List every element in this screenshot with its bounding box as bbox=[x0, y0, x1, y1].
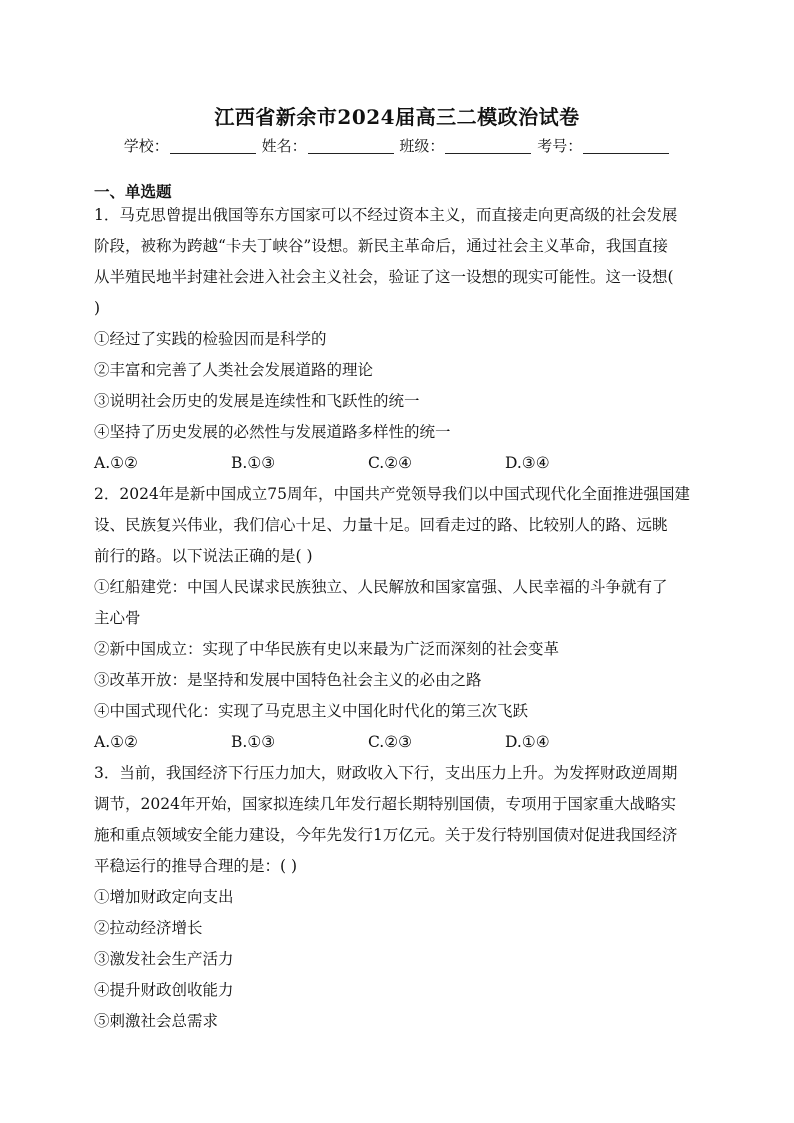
statement-item: ①红船建党：中国人民谋求民族独立、人民解放和国家富强、人民幸福的斗争就有了 bbox=[94, 578, 668, 596]
questions bbox=[94, 200, 704, 1037]
question-text-line: ) bbox=[94, 299, 101, 317]
statement-item: ④中国式现代化：实现了马克思主义中国化时代化的第三次飞跃 bbox=[94, 702, 529, 720]
question-3 bbox=[94, 758, 704, 1037]
number-blank[interactable] bbox=[583, 139, 669, 154]
statement-item: ②新中国成立：实现了中华民族有史以来最为广泛而深刻的社会变革 bbox=[94, 640, 560, 658]
question-text-line: 平稳运行的推导合理的是：( ) bbox=[94, 857, 298, 875]
statement-item: ④坚持了历史发展的必然性与发展道路多样性的统一 bbox=[94, 423, 451, 441]
option-b[interactable]: B.①③ bbox=[231, 733, 276, 751]
option-c[interactable]: C.②③ bbox=[368, 733, 413, 751]
question-text-line: 从半殖民地半封建社会进入社会主义社会，验证了这一设想的现实可能性。这一设想( bbox=[94, 268, 674, 286]
option-b[interactable]: B.①③ bbox=[231, 454, 276, 472]
option-d[interactable]: D.①④ bbox=[505, 733, 550, 751]
statement-item: ②拉动经济增长 bbox=[94, 919, 203, 937]
question-2 bbox=[94, 479, 704, 758]
statement-item: ③改革开放：是坚持和发展中国特色社会主义的必由之路 bbox=[94, 671, 482, 689]
statement-item: ①经过了实践的检验因而是科学的 bbox=[94, 330, 327, 348]
name-blank[interactable] bbox=[308, 139, 394, 154]
statement-item: ②丰富和完善了人类社会发展道路的理论 bbox=[94, 361, 374, 379]
class-label: 班级： bbox=[399, 137, 445, 155]
question-1 bbox=[94, 200, 704, 479]
option-a[interactable]: A.①② bbox=[94, 454, 138, 472]
student-info-row bbox=[0, 135, 794, 156]
option-a[interactable]: A.①② bbox=[94, 733, 138, 751]
option-c[interactable]: C.②④ bbox=[368, 454, 413, 472]
statement-item: ⑤刺激社会总需求 bbox=[94, 1012, 219, 1030]
question-text-line: 前行的路。以下说法正确的是( ) bbox=[94, 547, 313, 565]
question-text-line: 2．2024年是新中国成立75周年，中国共产党领导我们以中国式现代化全面推进强国建 bbox=[94, 485, 691, 503]
class-blank[interactable] bbox=[445, 139, 531, 154]
statement-item: ④提升财政创收能力 bbox=[94, 981, 234, 999]
question-text-line: 设、民族复兴伟业，我们信心十足、力量十足。回看走过的路、比较别人的路、远眺 bbox=[94, 516, 668, 534]
page-title: 江西省新余市2024届高三二模政治试卷 bbox=[214, 105, 580, 129]
answer-options bbox=[94, 448, 704, 479]
school-blank[interactable] bbox=[170, 139, 256, 154]
question-text-line: 1．马克思曾提出俄国等东方国家可以不经过资本主义，而直接走向更高级的社会发展 bbox=[94, 206, 678, 224]
answer-options bbox=[94, 727, 704, 758]
statement-item: 主心骨 bbox=[94, 609, 141, 627]
question-text-line: 阶段，被称为跨越“卡夫丁峡谷”设想。新民主革命后，通过社会主义革命，我国直接 bbox=[94, 237, 668, 255]
section-heading: 一、单选题 bbox=[94, 183, 172, 201]
statement-item: ①增加财政定向支出 bbox=[94, 888, 234, 906]
question-text-line: 3．当前，我国经济下行压力加大，财政收入下行，支出压力上升。为发挥财政逆周期 bbox=[94, 764, 678, 782]
option-d[interactable]: D.③④ bbox=[505, 454, 550, 472]
statement-item: ③说明社会历史的发展是连续性和飞跃性的统一 bbox=[94, 392, 420, 410]
question-text-line: 调节，2024年开始，国家拟连续几年发行超长期特别国债，专项用于国家重大战略实 bbox=[94, 795, 676, 813]
question-text-line: 施和重点领域安全能力建设，今年先发行1万亿元。关于发行特别国债对促进我国经济 bbox=[94, 826, 678, 844]
number-label: 考号： bbox=[537, 137, 583, 155]
statement-item: ③激发社会生产活力 bbox=[94, 950, 234, 968]
name-label: 姓名： bbox=[261, 137, 307, 155]
school-label: 学校： bbox=[123, 137, 169, 155]
